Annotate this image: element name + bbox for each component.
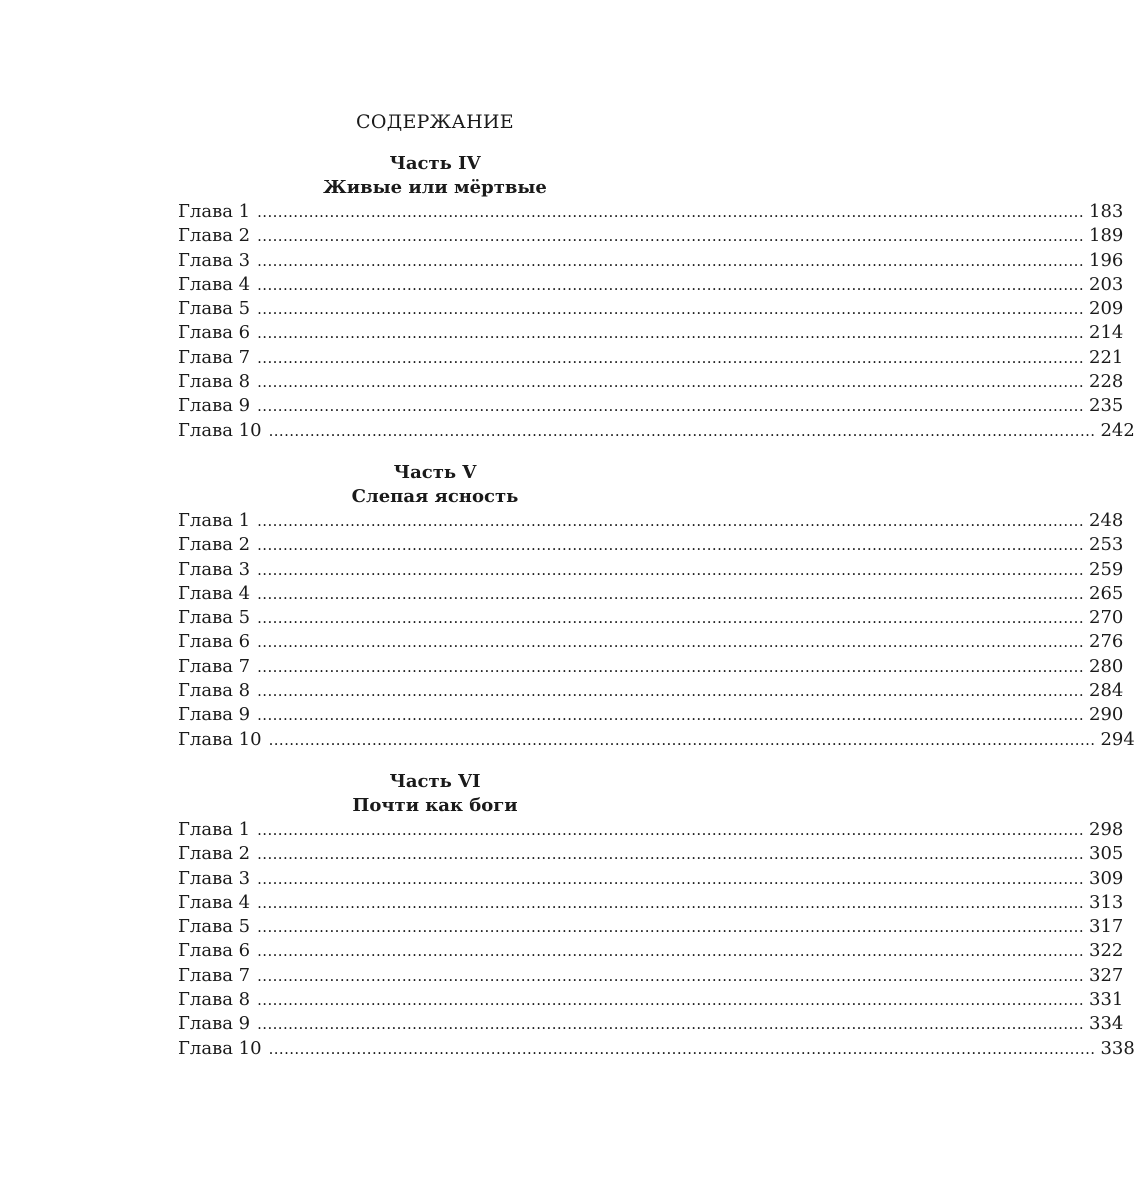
chapter-entry[interactable] [178,867,1124,891]
chapter-page-number: 203 [1089,273,1124,295]
dot-leader: ................................................................................................................................................................ [257,373,1085,392]
dot-leader: ................................................................................................................................................................ [257,893,1085,912]
chapter-label: Глава 2 [178,225,251,247]
dot-leader: ................................................................................................................................................................ [257,991,1085,1010]
chapter-page-number: 305 [1089,843,1124,865]
chapter-label: Глава 8 [178,680,251,702]
chapter-entry[interactable] [178,939,1124,963]
chapter-entry[interactable] [178,655,1124,679]
dot-leader: ................................................................................................................................................................ [257,820,1085,839]
chapter-entry[interactable] [178,703,1124,727]
chapter-page-number: 270 [1089,607,1124,629]
chapter-label: Глава 4 [178,891,251,913]
dot-leader: ................................................................................................................................................................ [257,324,1085,343]
chapter-label: Глава 9 [178,1013,251,1035]
chapter-page-number: 189 [1089,225,1124,247]
dot-leader: ................................................................................................................................................................ [257,1015,1085,1034]
chapter-page-number: 284 [1089,680,1124,702]
chapter-page-number: 322 [1089,940,1124,962]
chapter-label: Глава 7 [178,346,251,368]
chapter-entry[interactable] [178,818,1124,842]
chapter-page-number: 242 [1100,419,1135,441]
part-title: Живые или мёртвые [323,177,547,198]
chapter-entry[interactable] [178,297,1124,321]
dot-leader: ................................................................................................................................................................ [257,682,1085,701]
chapter-page-number: 248 [1089,509,1124,531]
dot-leader: ................................................................................................................................................................ [257,203,1085,221]
dot-leader: ................................................................................................................................................................ [257,300,1085,319]
toc-part [178,770,1135,1061]
part-title: Слепая ясность [351,485,519,507]
chapter-page-number: 214 [1089,322,1124,344]
chapter-label: Глава 7 [178,655,251,677]
chapter-label: Глава 2 [178,534,251,556]
chapter-entry[interactable] [178,533,1124,557]
chapter-entry[interactable] [178,582,1124,606]
chapter-label: Глава 1 [178,818,251,840]
chapter-label: Глава 8 [178,371,251,393]
chapter-page-number: 317 [1089,916,1124,938]
table-of-contents-page [178,106,1135,1061]
part-number: Часть VI [389,770,481,792]
chapter-page-number: 196 [1089,249,1124,271]
chapter-page-number: 228 [1089,371,1124,393]
chapter-label: Глава 10 [178,1037,262,1059]
chapter-page-number: 253 [1089,534,1124,556]
chapter-entry[interactable] [178,964,1124,988]
dot-leader: ................................................................................................................................................................ [257,227,1085,246]
chapter-page-number: 331 [1089,989,1124,1011]
dot-leader: ................................................................................................................................................................ [257,511,1085,530]
chapter-label: Глава 6 [178,631,251,653]
toc-part [178,461,1135,752]
chapter-label: Глава 1 [178,201,251,222]
chapter-page-number: 290 [1089,704,1124,726]
chapter-entry[interactable] [178,224,1124,248]
chapter-entry[interactable] [178,606,1124,630]
part-number: Часть V [393,461,477,483]
chapter-entry[interactable] [178,728,1135,752]
chapter-label: Глава 3 [178,558,251,580]
chapter-entry[interactable] [178,915,1124,939]
chapter-entry[interactable] [178,200,1124,224]
chapter-label: Глава 6 [178,322,251,344]
toc-part [178,152,1135,443]
chapter-entry[interactable] [178,394,1124,418]
chapter-label: Глава 9 [178,704,251,726]
chapter-list [178,818,1135,1061]
chapter-label: Глава 7 [178,964,251,986]
chapter-page-number: 276 [1089,631,1124,653]
dot-leader: ................................................................................................................................................................ [257,845,1085,864]
dot-leader: ................................................................................................................................................................ [257,657,1085,676]
chapter-label: Глава 5 [178,916,251,938]
dot-leader: ................................................................................................................................................................ [268,1039,1096,1058]
dot-leader: ................................................................................................................................................................ [257,918,1085,937]
chapter-entry[interactable] [178,273,1124,297]
dot-leader: ................................................................................................................................................................ [257,609,1085,628]
dot-leader: ................................................................................................................................................................ [257,633,1085,652]
part-title: Почти как боги [352,794,518,816]
chapter-page-number: 338 [1100,1037,1135,1059]
chapter-label: Глава 4 [178,582,251,604]
dot-leader: ................................................................................................................................................................ [268,421,1096,440]
chapter-page-number: 294 [1100,728,1135,750]
chapter-label: Глава 10 [178,419,262,441]
chapter-page-number: 298 [1089,818,1124,840]
chapter-list [178,200,1135,443]
chapter-entry[interactable] [178,679,1124,703]
dot-leader: ................................................................................................................................................................ [257,251,1085,270]
chapter-page-number: 209 [1089,298,1124,320]
chapter-entry[interactable] [178,630,1124,654]
dot-leader: ................................................................................................................................................................ [257,584,1085,603]
dot-leader: ................................................................................................................................................................ [257,966,1085,985]
chapter-entry[interactable] [178,988,1124,1012]
dot-leader: ................................................................................................................................................................ [257,706,1085,725]
chapter-entry[interactable] [178,1037,1135,1061]
chapter-label: Глава 9 [178,395,251,417]
chapter-entry[interactable] [178,509,1124,533]
dot-leader: ................................................................................................................................................................ [257,942,1085,961]
chapter-entry[interactable] [178,1012,1124,1036]
chapter-entry[interactable] [178,249,1124,273]
dot-leader: ................................................................................................................................................................ [257,397,1085,416]
dot-leader: ................................................................................................................................................................ [268,730,1096,749]
dot-leader: ................................................................................................................................................................ [257,348,1085,367]
chapter-entry[interactable] [178,346,1124,370]
chapter-page-number: 183 [1089,201,1124,222]
chapter-label: Глава 4 [178,273,251,295]
dot-leader: ................................................................................................................................................................ [257,536,1085,555]
chapter-label: Глава 10 [178,728,262,750]
chapter-page-number: 327 [1089,964,1124,986]
chapter-label: Глава 3 [178,867,251,889]
chapter-label: Глава 8 [178,989,251,1011]
toc-heading: СОДЕРЖАНИЕ [356,111,514,133]
chapter-list [178,509,1135,752]
chapter-entry[interactable] [178,419,1135,443]
chapter-entry[interactable] [178,370,1124,394]
dot-leader: ................................................................................................................................................................ [257,560,1085,579]
dot-leader: ................................................................................................................................................................ [257,275,1085,294]
chapter-entry[interactable] [178,891,1124,915]
chapter-label: Глава 5 [178,298,251,320]
chapter-page-number: 221 [1089,346,1124,368]
chapter-entry[interactable] [178,558,1124,582]
chapter-entry[interactable] [178,842,1124,866]
chapter-page-number: 235 [1089,395,1124,417]
chapter-page-number: 265 [1089,582,1124,604]
dot-leader: ................................................................................................................................................................ [257,869,1085,888]
part-number: Часть IV [389,153,481,174]
chapter-entry[interactable] [178,321,1124,345]
chapter-page-number: 334 [1089,1013,1124,1035]
toc-parts [178,152,1135,1061]
chapter-page-number: 259 [1089,558,1124,580]
chapter-label: Глава 5 [178,607,251,629]
chapter-page-number: 280 [1089,655,1124,677]
chapter-label: Глава 1 [178,509,251,531]
chapter-label: Глава 3 [178,249,251,271]
chapter-page-number: 309 [1089,867,1124,889]
chapter-page-number: 313 [1089,891,1124,913]
chapter-label: Глава 6 [178,940,251,962]
chapter-label: Глава 2 [178,843,251,865]
